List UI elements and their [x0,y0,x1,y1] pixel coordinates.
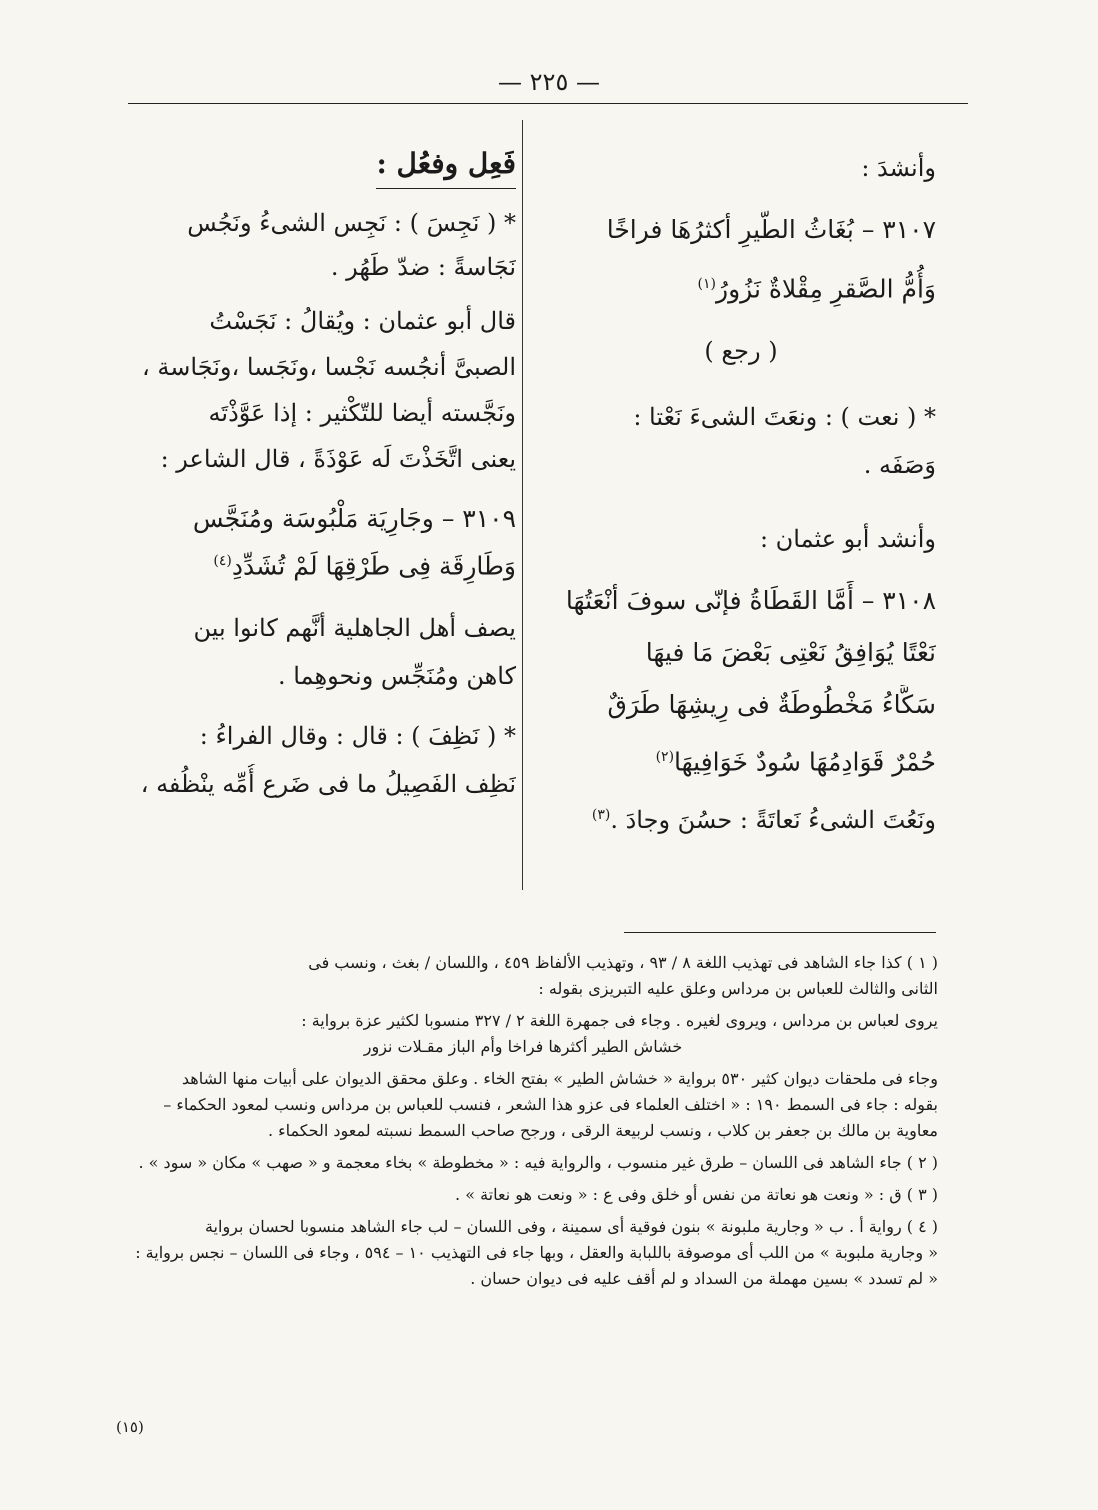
verse-line: ٣١٠٨ – أَمَّا القَطَاةُ فإنّى سوفَ أنْعَتُهَا [565,586,936,616]
text-line: يعنى اتَّخَذْتَ لَه عَوْذَةً ، قال الشاعر : [160,445,516,473]
text-line: وأنشدَ : [861,154,936,182]
text-line: كاهن ومُنَجِّس ونحوهِما . [278,662,516,691]
verse-line: ٣١٠٩ – وجَارِيَة مَلْبُوسَة ومُنَجَّس [192,504,516,533]
footnote-line: « وجارية ملبوبة » من اللب أى موصوفة باللبابة والعقل ، وبها جاء فى التهذيب ١٠ – ٥٩٤ ، وجاء فى اللسان – نجس برواية : [135,1243,938,1262]
verse-line: وَأُمُّ الصَّقرِ مِقْلاةٌ نَزُورُ$^{(١)}$ [697,274,936,304]
verse-line: حُمْرٌ قَوَادِمُهَا سُودٌ خَوَافِيهَا$^{(٢)}$ [655,747,936,777]
text-line: نَجَاسةً : ضدّ طَهُر . [330,253,516,281]
verse-line: وَطَارِقَة فِى طَرْقِهَا لَمْ تُشَدِّدِ$^{(٤)}$ [213,551,516,581]
footnote-ref: (١) [697,276,717,292]
text-line: * ( نَظِفَ ) : قال : وقال الفراءُ : [199,722,516,751]
footnote-line: ( ٢ ) جاء الشاهد فى اللسان – طرق غير منسوب ، والرواية فيه : « مخطوطة » بخاء معجمة و « صهب » مكان « سود » . [138,1153,938,1172]
footnote-line: وجاء فى ملحقات ديوان كثير ٥٣٠ برواية « خشاش الطير » بفتح الخاء . وعلق محقق الديوان على أبيات منها الشاهد [181,1069,938,1088]
footnote-line: ( ١ ) كذا جاء الشاهد فى تهذيب اللغة ٨ / ٩٣ ، وتهذيب الألفاظ ٤٥٩ ، واللسان / بغث ، ونسب فى [308,953,938,972]
text-line: ( رجع ) [704,337,778,366]
text-line: وأنشد أبو عثمان : [759,525,936,554]
verse-line: نَعْتًا يُوَافِقُ نَعْتِى بَعْضَ مَا فيهَا [645,638,936,668]
footnote-ref: (٣) [591,806,611,823]
text-line: وَصَفَه . [863,451,936,480]
footnote-line: بقوله : جاء فى السمط ١٩٠ : « اختلف العلماء فى عزو هذا الشعر ، فنسب للعباس بن مرداس ونسب لمعود الحكماء – [163,1095,938,1114]
signature-mark: (١٥) [116,1418,144,1436]
left-column [116,140,516,804]
verse-line: سَكَّاءُ مَخْطُوطَةٌ فى رِيشِهَا طَرَقٌ [607,690,936,720]
text-line: * ( نَجِسَ ) : نَجِس الشىءُ ونَجُس [187,209,516,237]
column-divider [522,120,523,890]
footnote-line: ( ٤ ) رواية أ . ب « وجارية ملبونة » بنون فوقية أى سمينة ، وفى اللسان – لب جاء الشاهد منسوبا لحسان برواية [204,1217,938,1236]
text-line: الصبىَّ أنجُسه نَجْسا ،ونَجَسا ،ونَجَاسة ، [142,353,516,381]
text-line: نَظِف الفَصِيلُ ما فى ضَرع أُمِّه ينْظُفه ، [140,770,516,799]
text-line: ونَعُتَ الشىءُ نَعاتَةً : حسُنَ وجادَ .$^{(٣)}$ [591,805,936,834]
right-column [546,140,936,840]
footnote-line: خشاش الطير أكثرها فراخا وأم الباز مقـلات نزور [363,1037,683,1056]
header-rule [128,103,968,104]
page-number: — ٢٢٥ — [498,68,600,96]
footnote-ref: (٤) [213,553,232,569]
footnote-line: معاوية بن مالك بن جعفر بن كلاب ، ونسب لربيعة الرقى ، ورجح صاحب السمط نسبته لمعود الحكماء . [267,1121,938,1140]
footnote-line: يروى لعباس بن مرداس ، ويروى لغيره . وجاء فى جمهرة اللغة ٢ / ٣٢٧ منسوبا لكثير عزة برواية : [301,1011,938,1030]
footnote-ref: (٢) [655,749,675,766]
text-line: يصف أهل الجاهلية أنَّهم كانوا بين [193,614,516,643]
section-heading: فَعِل وفعُل : [376,144,516,189]
text-line: ونَجَّسته أيضا للتّكْثير : إذا عَوَّذْتَه [208,399,516,427]
footnote-line: الثانى والثالث للعباس بن مرداس وعلق عليه التبريزى بقوله : [538,979,938,998]
text-line: قال أبو عثمان : ويُقالُ : نَجَسْتُ [209,307,516,335]
footnote-rule [624,932,936,933]
text-line: * ( نعت ) : ونعَتَ الشىءَ نَعْتا : [633,403,936,432]
footnotes [108,950,938,1292]
footnote-line: « لم تسدد » بسين مهملة من السداد و لم أقف عليه فى ديوان حسان . [470,1269,938,1288]
footnote-line: ( ٣ ) ق : « ونعت هو نعاتة من نفس أو خلق وفى ع : « ونعت هو نعاتة » . [455,1185,938,1204]
verse-line: ٣١٠٧ – بُغَاثُ الطَّيرِ أكثرُهَا فراخًا [606,215,936,244]
